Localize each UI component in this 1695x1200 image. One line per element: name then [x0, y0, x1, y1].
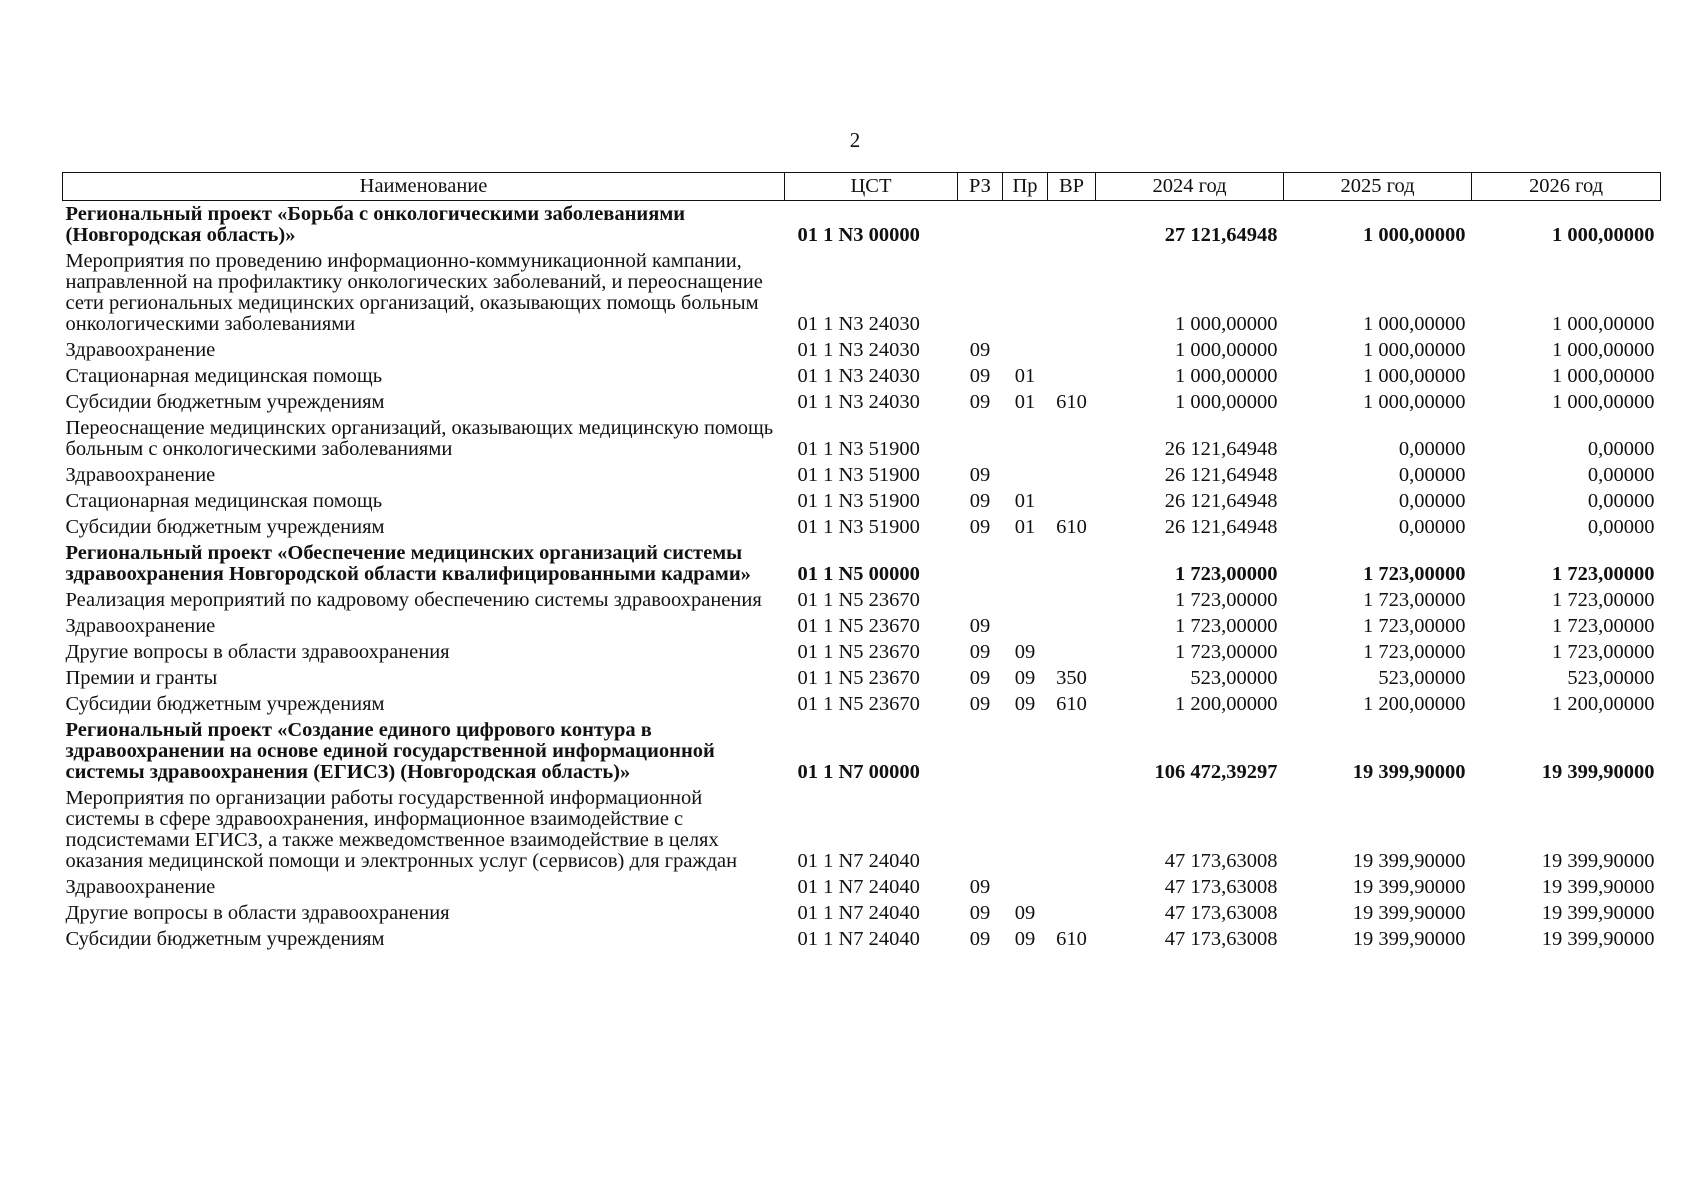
cell-2025: 1 000,00000 — [1363, 338, 1466, 361]
cell-name: Региональный проект «Борьба с онкологическими заболеваниями (Новгородская область)» — [65, 202, 686, 246]
cell-name: Субсидии бюджетным учреждениям — [65, 390, 385, 413]
cell-vr — [1048, 785, 1096, 874]
cell-2025: 1 000,00000 — [1363, 390, 1466, 413]
header-2026: 2026 год — [1472, 173, 1661, 201]
table-row — [63, 337, 1661, 363]
table-row — [63, 415, 1661, 462]
cell-2024: 1 200,00000 — [1175, 692, 1278, 715]
cell-name: Стационарная медицинская помощь — [65, 489, 383, 512]
cell-cst: 01 1 N5 23670 — [797, 588, 920, 611]
cell-cst: 01 1 N3 24030 — [797, 338, 920, 361]
cell-cst: 01 1 N7 24040 — [797, 927, 920, 950]
cell-name: Субсидии бюджетным учреждениям — [65, 927, 385, 950]
cell-2026: 1 000,00000 — [1552, 390, 1655, 413]
cell-pr — [1003, 540, 1048, 587]
cell-2024: 1 723,00000 — [1175, 562, 1278, 585]
cell-2026: 19 399,90000 — [1541, 901, 1655, 924]
cell-vr — [1048, 201, 1096, 249]
cell-pr — [1003, 874, 1048, 900]
cell-2026: 0,00000 — [1587, 463, 1655, 486]
cell-pr: 01 — [1014, 364, 1036, 387]
cell-2025: 1 723,00000 — [1363, 562, 1466, 585]
cell-2026: 1 723,00000 — [1552, 588, 1655, 611]
cell-vr: 610 — [1056, 390, 1087, 413]
table-row — [63, 665, 1661, 691]
cell-cst: 01 1 N3 00000 — [797, 223, 920, 246]
cell-2025: 523,00000 — [1378, 666, 1466, 689]
cell-2026: 1 723,00000 — [1552, 562, 1655, 585]
cell-vr — [1048, 488, 1096, 514]
cell-2025: 1 000,00000 — [1363, 364, 1466, 387]
cell-name: Региональный проект «Создание единого цифрового контура в здравоохранении на основе единой государственной информационной системы здравоохранения (ЕГИСЗ) (Новгородская область)» — [65, 718, 715, 783]
cell-vr — [1048, 363, 1096, 389]
cell-2026: 19 399,90000 — [1541, 849, 1655, 872]
cell-2024: 1 000,00000 — [1175, 338, 1278, 361]
cell-pr — [1003, 613, 1048, 639]
cell-pr — [1003, 462, 1048, 488]
cell-2026: 1 200,00000 — [1552, 692, 1655, 715]
cell-2024: 1 723,00000 — [1175, 614, 1278, 637]
table-row-project — [63, 717, 1661, 785]
cell-pr — [1003, 201, 1048, 249]
cell-2025: 1 000,00000 — [1363, 223, 1466, 246]
cell-2026: 1 000,00000 — [1552, 312, 1655, 335]
cell-vr — [1048, 462, 1096, 488]
table-row — [63, 363, 1661, 389]
cell-2025: 0,00000 — [1398, 437, 1466, 460]
cell-rz: 09 — [969, 692, 991, 715]
cell-pr — [1003, 587, 1048, 613]
cell-cst: 01 1 N5 23670 — [797, 614, 920, 637]
header-vr: ВР — [1048, 173, 1096, 201]
cell-rz: 09 — [969, 390, 991, 413]
cell-2026: 1 723,00000 — [1552, 640, 1655, 663]
cell-2024: 26 121,64948 — [1164, 437, 1278, 460]
cell-name: Здравоохранение — [65, 338, 216, 361]
cell-cst: 01 1 N3 51900 — [797, 437, 920, 460]
cell-rz — [958, 201, 1003, 249]
cell-2026: 19 399,90000 — [1541, 760, 1655, 783]
cell-2026: 19 399,90000 — [1541, 875, 1655, 898]
cell-2024: 47 173,63008 — [1164, 927, 1278, 950]
cell-2024: 106 472,39297 — [1154, 760, 1278, 783]
table-row-project — [63, 540, 1661, 587]
cell-2026: 19 399,90000 — [1541, 927, 1655, 950]
header-rz: РЗ — [958, 173, 1003, 201]
cell-2025: 1 723,00000 — [1363, 614, 1466, 637]
cell-cst: 01 1 N3 51900 — [797, 515, 920, 538]
table-row — [63, 874, 1661, 900]
cell-2025: 1 723,00000 — [1363, 588, 1466, 611]
cell-name: Стационарная медицинская помощь — [65, 364, 383, 387]
cell-rz: 09 — [969, 614, 991, 637]
cell-cst: 01 1 N5 23670 — [797, 640, 920, 663]
table-row — [63, 785, 1661, 874]
cell-2025: 1 723,00000 — [1363, 640, 1466, 663]
cell-rz: 09 — [969, 640, 991, 663]
table-row — [63, 389, 1661, 415]
cell-cst: 01 1 N3 51900 — [797, 463, 920, 486]
cell-2024: 26 121,64948 — [1164, 463, 1278, 486]
cell-vr — [1048, 613, 1096, 639]
cell-2026: 0,00000 — [1587, 437, 1655, 460]
table-row — [63, 587, 1661, 613]
cell-2024: 523,00000 — [1190, 666, 1278, 689]
cell-pr: 09 — [1014, 666, 1036, 689]
cell-name: Другие вопросы в области здравоохранения — [65, 640, 450, 663]
cell-2025: 19 399,90000 — [1352, 901, 1466, 924]
budget-table — [62, 172, 1661, 952]
cell-name: Субсидии бюджетным учреждениям — [65, 515, 385, 538]
cell-2024: 1 000,00000 — [1175, 312, 1278, 335]
cell-2024: 26 121,64948 — [1164, 489, 1278, 512]
cell-cst: 01 1 N7 24040 — [797, 849, 920, 872]
cell-cst: 01 1 N5 00000 — [797, 562, 920, 585]
cell-pr: 01 — [1014, 390, 1036, 413]
header-2025: 2025 год — [1284, 173, 1472, 201]
table-body — [63, 201, 1661, 953]
table-row-project — [63, 201, 1661, 249]
cell-name: Переоснащение медицинских организаций, оказывающих медицинскую помощь больным с онкологическими заболеваниями — [65, 416, 774, 460]
cell-name: Здравоохранение — [65, 463, 216, 486]
cell-pr — [1003, 337, 1048, 363]
cell-2024: 47 173,63008 — [1164, 849, 1278, 872]
cell-2024: 1 000,00000 — [1175, 390, 1278, 413]
cell-rz: 09 — [969, 875, 991, 898]
cell-pr — [1003, 785, 1048, 874]
cell-cst: 01 1 N7 24040 — [797, 875, 920, 898]
budget-table-container — [62, 172, 1660, 952]
cell-rz: 09 — [969, 489, 991, 512]
table-row — [63, 639, 1661, 665]
cell-2025: 19 399,90000 — [1352, 760, 1466, 783]
cell-pr: 09 — [1014, 692, 1036, 715]
cell-pr: 09 — [1014, 927, 1036, 950]
cell-2026: 0,00000 — [1587, 515, 1655, 538]
cell-vr — [1048, 639, 1096, 665]
cell-2026: 1 000,00000 — [1552, 338, 1655, 361]
header-2024: 2024 год — [1096, 173, 1284, 201]
cell-vr — [1048, 337, 1096, 363]
cell-rz — [958, 540, 1003, 587]
table-header — [63, 173, 1661, 201]
cell-vr: 610 — [1056, 927, 1087, 950]
cell-pr: 09 — [1014, 901, 1036, 924]
cell-name: Мероприятия по организации работы государственной информационной системы в сфере здравоохранения, информационное взаимодействие с подсистемами ЕГИСЗ, а также межведомственное взаимодействие в целях оказания медицинской помощи и электронных услуг (сервисов) для граждан — [65, 786, 738, 872]
cell-2025: 0,00000 — [1398, 463, 1466, 486]
table-row — [63, 926, 1661, 952]
table-row — [63, 691, 1661, 717]
cell-vr — [1048, 717, 1096, 785]
table-row — [63, 613, 1661, 639]
cell-rz: 09 — [969, 463, 991, 486]
cell-2025: 0,00000 — [1398, 489, 1466, 512]
cell-2025: 1 200,00000 — [1363, 692, 1466, 715]
cell-vr — [1048, 248, 1096, 337]
cell-2026: 0,00000 — [1587, 489, 1655, 512]
cell-2024: 47 173,63008 — [1164, 901, 1278, 924]
cell-cst: 01 1 N5 23670 — [797, 666, 920, 689]
cell-2026: 1 000,00000 — [1552, 364, 1655, 387]
cell-pr — [1003, 248, 1048, 337]
cell-rz: 09 — [969, 338, 991, 361]
cell-2026: 1 000,00000 — [1552, 223, 1655, 246]
cell-2024: 26 121,64948 — [1164, 515, 1278, 538]
cell-pr: 01 — [1014, 489, 1036, 512]
cell-name: Региональный проект «Обеспечение медицинских организаций системы здравоохранения Новгородской области квалифицированными кадрами» — [65, 541, 751, 585]
cell-pr: 01 — [1014, 515, 1036, 538]
cell-2024: 27 121,64948 — [1164, 223, 1278, 246]
cell-pr: 09 — [1014, 640, 1036, 663]
cell-vr — [1048, 874, 1096, 900]
cell-rz: 09 — [969, 901, 991, 924]
table-row — [63, 248, 1661, 337]
cell-rz: 09 — [969, 927, 991, 950]
cell-rz — [958, 587, 1003, 613]
cell-cst: 01 1 N3 24030 — [797, 364, 920, 387]
cell-name: Здравоохранение — [65, 875, 216, 898]
cell-2026: 1 723,00000 — [1552, 614, 1655, 637]
cell-rz: 09 — [969, 666, 991, 689]
cell-rz — [958, 717, 1003, 785]
cell-2025: 1 000,00000 — [1363, 312, 1466, 335]
cell-2025: 19 399,90000 — [1352, 849, 1466, 872]
cell-rz: 09 — [969, 364, 991, 387]
cell-vr — [1048, 900, 1096, 926]
cell-vr: 350 — [1056, 666, 1087, 689]
cell-cst: 01 1 N7 24040 — [797, 901, 920, 924]
cell-vr: 610 — [1056, 515, 1087, 538]
cell-2025: 19 399,90000 — [1352, 875, 1466, 898]
cell-pr — [1003, 717, 1048, 785]
cell-rz: 09 — [969, 515, 991, 538]
cell-vr: 610 — [1056, 692, 1087, 715]
table-row — [63, 488, 1661, 514]
table-row — [63, 462, 1661, 488]
cell-name: Здравоохранение — [65, 614, 216, 637]
cell-cst: 01 1 N3 51900 — [797, 489, 920, 512]
header-pr: Пр — [1003, 173, 1048, 201]
cell-2024: 1 723,00000 — [1175, 588, 1278, 611]
cell-2025: 0,00000 — [1398, 515, 1466, 538]
cell-2024: 47 173,63008 — [1164, 875, 1278, 898]
cell-name: Субсидии бюджетным учреждениям — [65, 692, 385, 715]
table-row — [63, 514, 1661, 540]
cell-vr — [1048, 540, 1096, 587]
cell-rz — [958, 248, 1003, 337]
header-name: Наименование — [63, 173, 785, 201]
cell-cst: 01 1 N5 23670 — [797, 692, 920, 715]
cell-pr — [1003, 415, 1048, 462]
cell-name: Премии и гранты — [65, 666, 218, 689]
table-row — [63, 900, 1661, 926]
header-cst: ЦСТ — [785, 173, 958, 201]
page-number: 2 — [849, 128, 861, 152]
cell-2024: 1 000,00000 — [1175, 364, 1278, 387]
cell-2024: 1 723,00000 — [1175, 640, 1278, 663]
cell-2026: 523,00000 — [1567, 666, 1655, 689]
cell-name: Мероприятия по проведению информационно-коммуникационной кампании, направленной на профилактику онкологических заболеваний, и переоснащение сети региональных медицинских организаций, оказывающих помощь больным онкологическими заболеваниями — [65, 249, 763, 335]
cell-cst: 01 1 N3 24030 — [797, 390, 920, 413]
cell-cst: 01 1 N7 00000 — [797, 760, 920, 783]
cell-2025: 19 399,90000 — [1352, 927, 1466, 950]
cell-rz — [958, 415, 1003, 462]
cell-rz — [958, 785, 1003, 874]
cell-name: Реализация мероприятий по кадровому обеспечению системы здравоохранения — [65, 588, 762, 611]
cell-name: Другие вопросы в области здравоохранения — [65, 901, 450, 924]
header-row — [63, 173, 1661, 201]
cell-vr — [1048, 587, 1096, 613]
cell-vr — [1048, 415, 1096, 462]
cell-cst: 01 1 N3 24030 — [797, 312, 920, 335]
